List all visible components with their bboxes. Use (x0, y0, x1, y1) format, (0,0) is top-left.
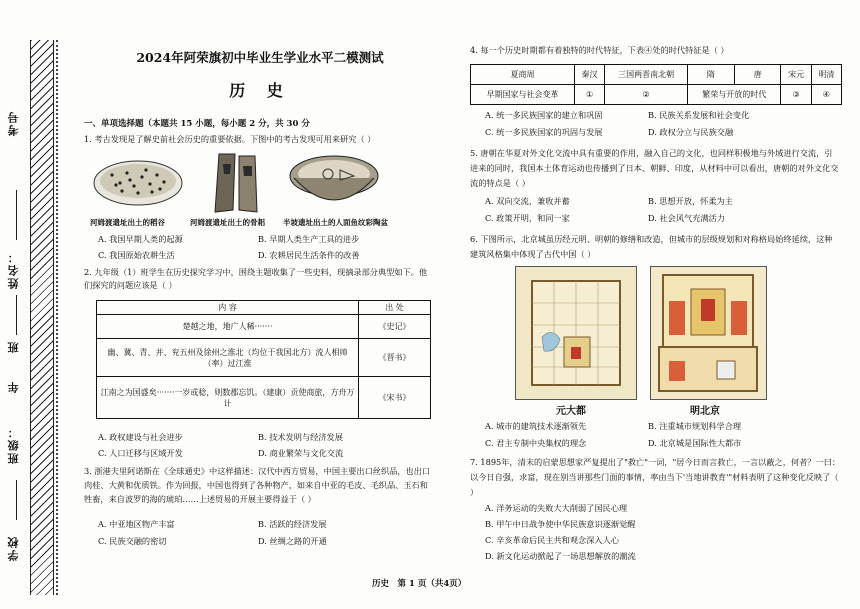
caption-rice: 河姆渡遗址出土的稻谷 (90, 218, 165, 227)
q4-option-c: C. 统一多民族国家的巩固与发展 (485, 127, 603, 137)
q4-period-4: 隋 (688, 65, 735, 85)
exam-title: 2024年阿荣旗初中毕业生学业水平二模测试 (136, 50, 384, 65)
q1-option-d: D. 农耕居民生活条件的改善 (258, 250, 360, 260)
caption-bone-spade: 河姆渡遗址出土的骨耜 (190, 218, 265, 227)
q7-option-c: C. 辛亥革命后民主共和观念深入人心 (485, 535, 619, 545)
class-label: 班 (7, 340, 20, 353)
q3-option-d: D. 丝绸之路的开通 (258, 536, 327, 546)
name-line (16, 295, 17, 335)
q4-period-1: 夏商周 (471, 65, 575, 85)
q2-header-source: 出 处 (359, 301, 431, 315)
q4-option-d: D. 政权分立与民族交融 (648, 127, 734, 137)
q2-row1-source: 《史记》 (359, 315, 431, 339)
q5-option-b: B. 思想开放，怀柔为主 (648, 196, 733, 206)
q7-option-b: B. 甲午中日战争使中华民族意识逐渐觉醒 (485, 519, 636, 529)
q2-row2-content: 幽、冀、青、并、兖五州及徐州之淮北（均位于我国北方）流人相帅（率）过江淮 (97, 339, 359, 377)
q3-option-c: C. 民族交融的密切 (98, 536, 167, 546)
q2-row2-source: 《晋书》 (359, 339, 431, 377)
q7-option-d: D. 新文化运动掀起了一场思想解放的潮流 (485, 551, 636, 561)
school-label: 学校 (7, 535, 20, 561)
q1-stem: 1. 考古发现是了解史前社会历史的重要依据。下图中的考古发现可用来研究（ ） (84, 134, 376, 144)
fish-basin-image (288, 150, 380, 214)
class-field-label: 班级： (7, 425, 20, 464)
q2-header-content: 内 容 (97, 301, 359, 315)
q2-option-c: C. 人口迁移与区域开发 (98, 448, 183, 458)
q2-option-a: A. 政权建设与社会进步 (98, 432, 183, 442)
q2-row3-content: 江南之为国盛矣·······一岁或稔，则数郡忘饥。（建康）贡使商旅，方舟万计 (97, 377, 359, 419)
q6-option-b: B. 注重城市规划科学合理 (648, 421, 742, 431)
q2-option-b: B. 技术发明与经济发展 (258, 432, 343, 442)
q1-option-b: B. 早期人类生产工具的进步 (258, 234, 360, 244)
q6-option-c: C. 君主专制中央集权的理念 (485, 438, 587, 448)
q2-option-d: D. 商业繁荣与文化交流 (258, 448, 344, 458)
q5-stem: 5. 唐朝在华夏对外文化交流中具有重要的作用，融入自己的文化，也同样积极地与外域进行交流，引进来的同时，我国本土体育运动也传播到了日本、朝鲜、印度，从材料中可以看出，唐朝的对外文化交流的特点是（ ） (470, 148, 839, 188)
q4-period-6: 宋元 (781, 65, 811, 85)
page-footer: 历史 第 1 页（共4页） (372, 579, 467, 589)
q2-table (96, 300, 431, 419)
ming-beijing-map (650, 266, 767, 400)
name-label: 姓名： (7, 250, 20, 289)
q7-stem: 7. 1895年，清末的启蒙思想家严复提出了"救亡"一词，"居今日而言救亡，一言以蔽之，何者？一曰：以今日自强，求富，现在别当讲那些门面的事情，率由当下'当地讲教育'"材料表明了这种变化反映了（ ） (470, 457, 841, 497)
q4-period-3: 三国两晋南北朝 (605, 65, 688, 85)
q4-period-2: 秦汉 (574, 65, 604, 85)
binding-strip (0, 40, 62, 595)
class-line (16, 480, 17, 520)
q3-option-b: B. 活跃的经济发展 (258, 519, 327, 529)
q2-row3-source: 《宋书》 (359, 377, 431, 419)
exam-number-label: 考号 (7, 110, 20, 136)
table-row (97, 377, 431, 419)
map-label-yuan: 元大都 (556, 406, 586, 417)
q4-stem: 4. 每一个历史时期都有着独特的时代特征，下表④处的时代特征是（ ） (470, 45, 729, 55)
q4-trait-4: 繁荣与开放的时代 (688, 85, 781, 105)
yuan-dadu-map (515, 266, 637, 400)
binding-hatch (30, 40, 54, 595)
table-row (97, 339, 431, 377)
bone-spade-image (205, 150, 265, 216)
q6-stem: 6. 下图所示，北京城虽历经元明、明朝的修缮和改造，但城市的层级规划和对称格局始终延续，这种建筑风格集中体现了古代中国（ ） (470, 234, 833, 259)
caption-basin: 半坡遗址出土的人面鱼纹彩陶盆 (283, 218, 388, 227)
q1-option-c: C. 我国原始农耕生活 (98, 250, 175, 260)
q4-table (470, 64, 842, 105)
q2-row1-content: 楚越之地，地广人稀······· (97, 315, 359, 339)
q4-period-7: 明清 (811, 65, 841, 85)
q4-trait-5: ③ (781, 85, 811, 105)
q6-option-d: D. 北京城是国际性大都市 (648, 438, 742, 448)
q3-option-a: A. 中亚地区物产丰富 (98, 519, 175, 529)
q2-stem: 2. 九年级（1）班学生在历史探究学习中，围绕主题收集了一些史料，现摘录部分典型如下。他们探究的问题应该是（ ） (84, 267, 428, 290)
grade-label: 年 (7, 380, 20, 393)
table-row (97, 315, 431, 339)
q5-option-c: C. 政策开明，和同一家 (485, 213, 570, 223)
cut-line (56, 40, 62, 595)
exam-number-line (16, 190, 17, 240)
subject-title: 历 史 (229, 81, 291, 100)
q5-option-d: D. 社会风气充满活力 (648, 213, 725, 223)
q4-option-a: A. 统一多民族国家的建立和巩固 (485, 110, 603, 120)
q7-option-a: A. 洋务运动的失败大大削弱了国民心理 (485, 503, 628, 513)
q4-trait-6: ④ (811, 85, 841, 105)
q1-option-a: A. 我国早期人类的起源 (98, 234, 183, 244)
q4-trait-2: ① (574, 85, 604, 105)
q3-stem: 3. 浙港夫里阿诺斯在《全球通史》中这样描述：汉代中西方贸易，中国主要出口丝织品，也出口肉桂、大黄和优质铁。作为回报，中国也得到了各种物产，如来自中亚的毛皮、毛织品、玉石和牲畜，来自波罗的海的琥珀……上述贸易的开展主要得益于（ ） (84, 466, 431, 504)
q5-option-a: A. 双向交流，兼收并蓄 (485, 196, 570, 206)
q4-period-5: 唐 (734, 65, 781, 85)
section-heading: 一、单项选择题（本题共 15 小题，每小题 2 分，共 30 分 (84, 119, 310, 129)
q4-trait-3: ② (605, 85, 688, 105)
rice-grains-image (92, 153, 184, 213)
map-label-ming: 明北京 (690, 406, 720, 417)
q4-trait-1: 早期国家与社会变革 (471, 85, 575, 105)
q6-option-a: A. 城市的建筑技术逐渐领先 (485, 421, 587, 431)
q4-option-b: B. 民族关系发展和社会变化 (648, 110, 750, 120)
